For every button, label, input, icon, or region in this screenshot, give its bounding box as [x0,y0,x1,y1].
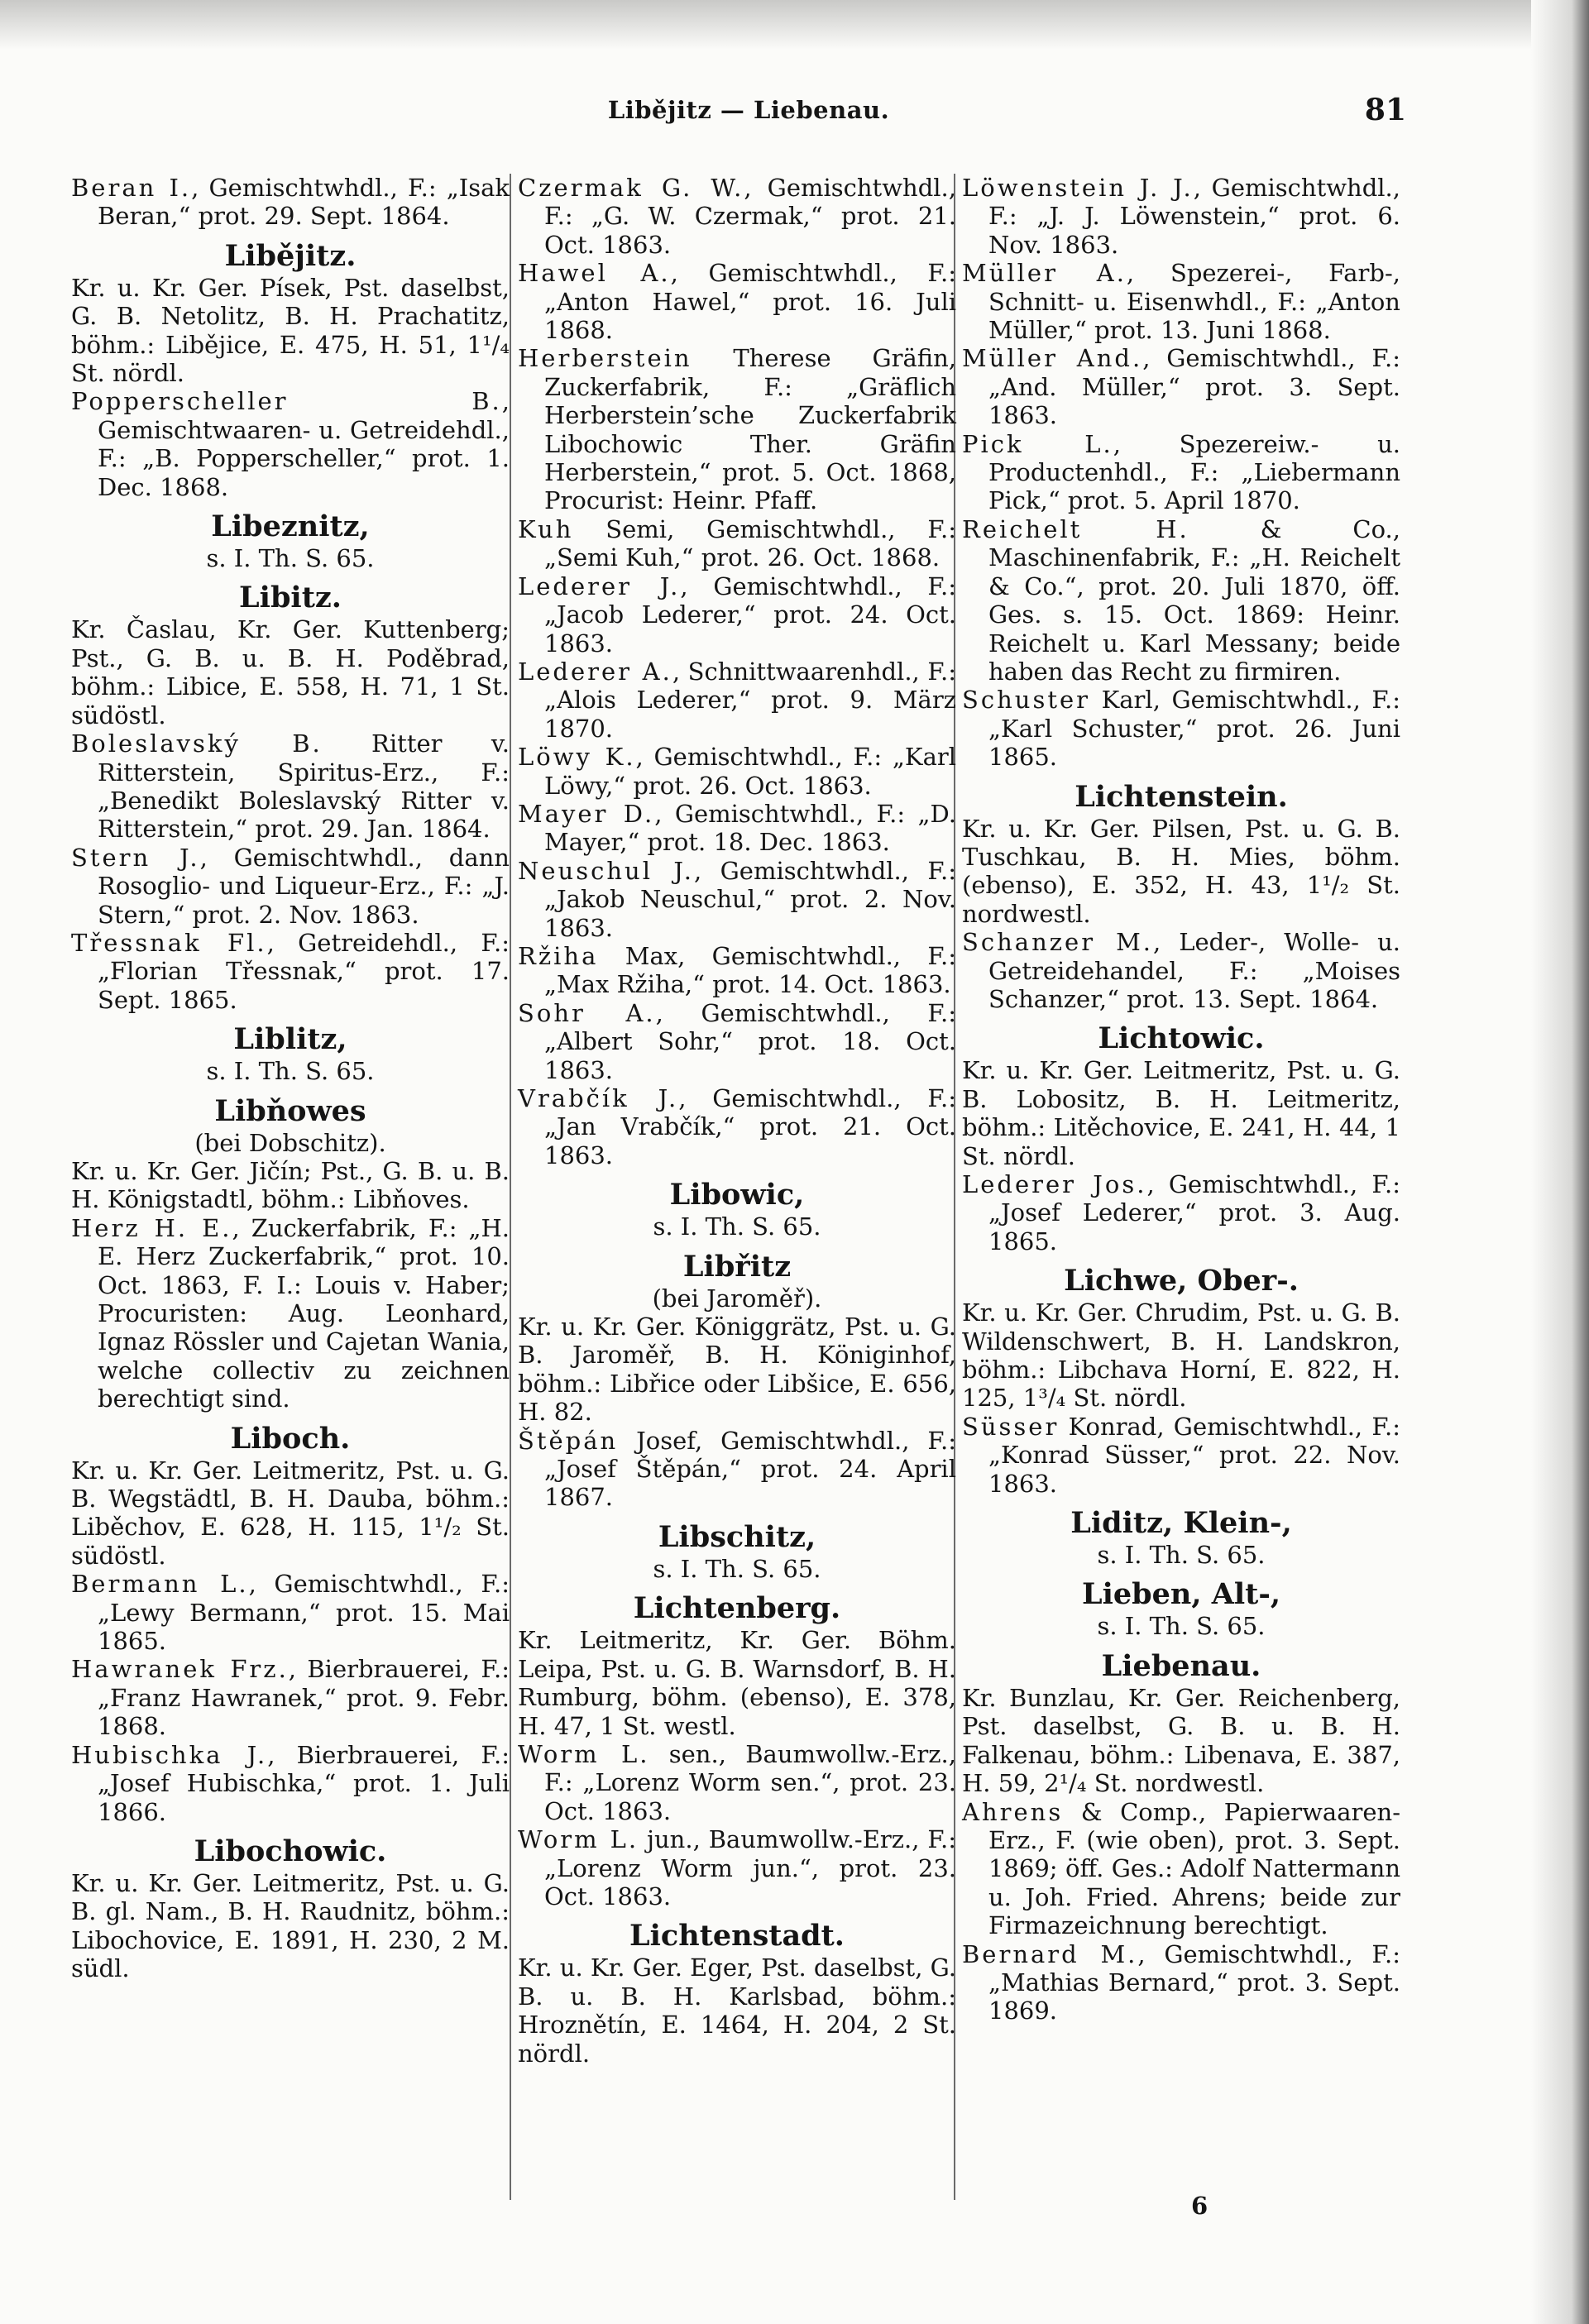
entry-text: , Schnittwaarenhdl., F.: „Alois Lederer,“ prot. 9. März 1870. [544,657,956,743]
entry-name: Reichelt H. [962,514,1189,543]
directory-entry [71,174,510,231]
place-description: Kr. u. Kr. Ger. Jičín; Pst., G. B. u. B. H. Königstadtl, böhm.: Libňoves. [71,1156,510,1214]
place-description: Kr. u. Kr. Ger. Leitmeritz, Pst. u. G. B. gl. Nam., B. H. Raudnitz, böhm.: Libochovice, E. 1891, H. 230, 2 M. südl. [71,1868,510,1983]
place-heading: Liboch. [230,1421,351,1456]
entry-text: , Gemischtwhdl., F.: „Anton Hawel,“ prot. 16. Juli 1868. [544,259,956,345]
place-heading: Libschitz, [658,1519,816,1554]
place-heading: Libějitz. [224,238,357,273]
entry-name: Schanzer M. [962,928,1153,957]
place-heading: Libowic, [669,1178,805,1212]
entry-text: , Gemischtwhdl., F.: „Mathias Bernard,“ prot. 3. Sept. 1869. [988,1939,1400,2025]
place-heading: Lieben, Alt-, [1081,1577,1281,1612]
entry-text: , Gemischtwhdl., F.: „Jan Vrabčík,“ prot. 21. Oct. 1863. [544,1084,956,1169]
directory-entry [518,1427,956,1512]
entry-text: Max, Gemischtwhdl., F.: „Max Ržiha,“ prot. 14. Oct. 1863. [544,941,956,999]
entry-name: Schuster [962,686,1091,715]
running-title: Libějitz — Liebenau. [607,96,890,124]
entry-name: Popperscheller B. [71,387,502,416]
directory-entry [518,344,956,514]
place-description: Kr. u. Kr. Ger. Leitmeritz, Pst. u. G. B. Wegstädtl, B. H. Dauba, böhm.: Liběchov, E. 628, H. 115, 1¹/₂ St. südöstl. [71,1456,510,1570]
directory-entry [518,743,956,800]
directory-entry [962,344,1400,429]
entry-name: Müller And. [962,344,1143,373]
directory-entry [518,942,956,999]
entry-name: Lederer A. [518,657,672,686]
directory-entry [962,928,1400,1013]
entry-text: Konrad, Gemischtwhdl., F.: „Konrad Süsser,“ prot. 22. Nov. 1863. [988,1412,1400,1498]
entry-text: Karl, Gemischtwhdl., F.: „Karl Schuster,“ prot. 26. Juni 1865. [988,686,1400,772]
entry-text: , Leder-, Wolle- u. Getreidehandel, F.: „Moises Schanzer,“ prot. 13. Sept. 1864. [988,928,1401,1013]
entry-text: , Gemischtwhdl., F.: „Karl Löwy,“ prot. 26. Oct. 1863. [544,743,956,800]
place-description: Kr. u. Kr. Ger. Königgrätz, Pst. u. G. B. Jaroměř, B. H. Königinhof, böhm.: Libřice oder Libšice, E. 656, H. 82. [518,1313,956,1427]
place-description: Kr. u. Kr. Ger. Leitmeritz, Pst. u. G. B. Lobositz, B. H. Leitmeritz, böhm.: Litěchovice, E. 241, H. 44, 1 St. nördl. [962,1056,1400,1170]
directory-entry [518,999,956,1084]
entry-text: Josef, Gemischtwhdl., F.: „Josef Štěpán,“ prot. 24. April 1867. [544,1426,956,1512]
place-description: Kr. u. Kr. Ger. Eger, Pst. daselbst, G. B. u. B. H. Karlsbad, böhm.: Hroznětín, E. 1464, H. 204, 2 St. nördl. [518,1953,956,2068]
entry-text: , Gemischtwhdl., F.: „D. Mayer,“ prot. 18. Dec. 1863. [544,799,956,857]
scan-shadow-right [1531,0,1589,2324]
entry-name: Herz H. E. [71,1213,232,1242]
entry-text: , Gemischtwhdl., F.: „Lewy Bermann,“ prot. 15. Mai 1865. [98,1570,510,1656]
directory-entry [71,729,510,844]
entry-name: Worm L. [518,1739,650,1768]
directory-entry [518,174,956,259]
entry-text: Therese Gräfin, Zuckerfabrik, F.: „Gräflich Herberstein’sche Zuckerfabrik Libochowic Ther. Gräfin Herberstein,“ prot. 5. Oct. 1868, Procurist: Heinr. Pfaff. [544,344,956,515]
directory-entry [518,800,956,857]
directory-entry [71,844,510,929]
entry-name: Sohr A. [518,998,656,1027]
place-heading: Liblitz, [233,1022,347,1057]
place-description: Kr. Leitmeritz, Kr. Ger. Böhm. Leipa, Pst. u. G. B. Warnsdorf, B. H. Rumburg, böhm. (ebenso), E. 378, H. 47, 1 St. westl. [518,1626,956,1740]
entry-name: Bernard M. [962,1939,1138,1968]
entry-name: Ržiha [518,941,599,970]
entry-name: Boleslavský B. [71,729,323,758]
directory-entry [518,1084,956,1169]
entry-text: , Spezerei-, Farb-, Schnitt- u. Eisenwhdl., F.: „Anton Müller,“ prot. 13. Juni 1868. [988,259,1400,345]
entry-name: Löwenstein J. J. [962,174,1194,202]
entry-name: Worm L. [518,1825,639,1854]
place-note: s. I. Th. S. 65. [206,1057,375,1086]
directory-entry [71,1214,510,1413]
entry-name: Neuschul J. [518,856,694,885]
place-heading: Libřitz [682,1249,792,1284]
column-1 [71,174,510,1983]
entry-text: & Co., Maschinenfabrik, F.: „H. Reichelt & Co.“, prot. 20. Juli 1870, öff. Ges. s. 15. Oct. 1869: Heinr. Reichelt u. Karl Messany; beide haben das Recht zu firmiren. [988,514,1400,686]
entry-text: , Gemischtwhdl., F.: „J. J. Löwenstein,“ prot. 6. Nov. 1863. [988,174,1400,259]
place-note: (bei Jaroměř). [652,1284,822,1313]
place-description: Kr. Časlau, Kr. Ger. Kuttenberg; Pst., G. B. u. B. H. Poděbrad, böhm.: Libice, E. 558, H. 71, 1 St. südöstl. [71,615,510,729]
place-heading: Lichtenstein. [1074,779,1288,814]
directory-entry [518,857,956,942]
directory-entry [518,1740,956,1825]
place-heading: Liditz, Klein-, [1070,1506,1292,1541]
directory-entry [71,1655,510,1740]
entry-name: Czermak G. W. [518,174,744,202]
directory-entry [962,515,1400,686]
place-heading: Lichtenberg. [633,1591,841,1626]
entry-text: , Gemischtwhdl., F.: „G. W. Czermak,“ prot. 21. Oct. 1863. [544,174,956,259]
directory-entry [962,1798,1400,1940]
entry-name: Ahrens [962,1797,1064,1826]
entry-text: , Gemischtwhdl., F.: „Josef Lederer,“ prot. 3. Aug. 1865. [988,1170,1400,1255]
place-note: s. I. Th. S. 65. [1097,1541,1266,1570]
page-number: 81 [1364,93,1406,127]
directory-entry [962,430,1400,515]
entry-text: , Bierbrauerei, F.: „Josef Hubischka,“ prot. 1. Juli 1866. [98,1740,510,1826]
place-note: (bei Dobschitz). [194,1128,386,1157]
directory-entry [518,515,956,572]
place-note: s. I. Th. S. 65. [1097,1612,1266,1641]
entry-name: Süsser [962,1412,1060,1441]
place-description: Kr. u. Kr. Ger. Chrudim, Pst. u. G. B. Wildenschwert, B. H. Landskron, böhm.: Libchava Horní, E. 822, H. 125, 1³/₄ St. nördl. [962,1298,1400,1413]
entry-name: Kuh [518,514,574,543]
place-note: s. I. Th. S. 65. [653,1212,821,1241]
place-heading: Libňowes [214,1093,366,1128]
directory-entry [71,1741,510,1826]
entry-name: Lederer Jos. [962,1170,1147,1198]
place-description: Kr. Bunzlau, Kr. Ger. Reichenberg, Pst. daselbst, G. B. u. B. H. Falkenau, böhm.: Libenava, E. 387, H. 59, 2¹/₄ St. nordwestl. [962,1683,1400,1798]
place-heading: Lichtenstadt. [629,1919,845,1953]
place-heading: Lichtowic. [1098,1021,1265,1056]
entry-text: , Gemischtwhdl., F.: „Isak Beran,“ prot. 29. Sept. 1864. [98,174,510,231]
directory-entry [962,1170,1400,1255]
entry-text: Ritter v. Ritterstein, Spiritus-Erz., F.: „Benedikt Boleslavský Ritter v. Ritterstein,“ prot. 29. Jan. 1864. [98,729,510,844]
place-heading: Libochowic. [194,1834,387,1868]
place-heading: Libitz. [239,581,342,615]
directory-entry [71,1570,510,1655]
place-heading: Lichwe, Ober-. [1064,1264,1299,1298]
entry-name: Mayer D. [518,799,655,828]
directory-entry [962,259,1400,344]
entry-text: , Bierbrauerei, F.: „Franz Hawranek,“ prot. 9. Febr. 1868. [98,1655,510,1741]
place-note: s. I. Th. S. 65. [653,1554,821,1583]
place-heading: Libeznitz, [211,509,370,544]
entry-name: Hubischka J. [71,1740,268,1769]
entry-name: Müller A. [962,259,1127,288]
entry-text: , Getreidehdl., F.: „Florian Třessnak,“ prot. 17. Sept. 1865. [98,928,510,1014]
entry-name: Vrabčík J. [518,1084,679,1112]
entry-name: Beran I. [71,174,192,202]
place-description: Kr. u. Kr. Ger. Písek, Pst. daselbst, G. B. Netolitz, B. H. Prachatitz, böhm.: Libějice, E. 475, H. 51, 1¹/₄ St. nördl. [71,273,510,388]
directory-entry [962,1413,1400,1498]
entry-text: & Comp., Papierwaaren-Erz., F. (wie oben), prot. 3. Sept. 1869; öff. Ges.: Adolf Nattermann u. Joh. Fried. Ahrens; beide zur Firmazeichnung berechtigt. [988,1797,1400,1940]
directory-entry [71,929,510,1014]
entry-name: Hawel A. [518,259,671,288]
place-description: Kr. u. Kr. Ger. Pilsen, Pst. u. G. B. Tuschkau, B. H. Mies, böhm. (ebenso), E. 352, H. 43, 1¹/₂ St. nordwestl. [962,814,1400,928]
entry-text: , Spezereiw.- u. Productenhdl., F.: „Liebermann Pick,“ prot. 5. April 1870. [988,429,1400,515]
scan-shadow-top [0,0,1589,50]
entry-name: Pick L. [962,429,1113,458]
entry-name: Stern J. [71,843,200,872]
entry-name: Hawranek Frz. [71,1655,289,1684]
directory-entry [518,572,956,658]
directory-entry [518,658,956,743]
directory-entry [71,387,510,501]
signature-mark: 6 [1191,2192,1209,2220]
column-3 [962,174,1400,2025]
directory-entry [518,1825,956,1910]
entry-text: , Gemischtwhdl., F.: „Albert Sohr,“ prot. 18. Oct. 1863. [544,998,956,1084]
entry-name: Štěpán [518,1426,619,1455]
column-rule-1 [510,174,511,2200]
entry-text: jun., Baumwollw.-Erz., F.: „Lorenz Worm jun.“, prot. 23. Oct. 1863. [544,1825,956,1910]
entry-name: Bermann L. [71,1570,249,1599]
entry-name: Herberstein [518,344,692,373]
place-note: s. I. Th. S. 65. [206,544,375,573]
entry-text: Semi, Gemischtwhdl., F.: „Semi Kuh,“ prot. 26. Oct. 1868. [544,514,956,572]
entry-text: , Gemischtwhdl., F.: „Jakob Neuschul,“ prot. 2. Nov. 1863. [544,856,956,942]
entry-text: sen., Baumwollw.-Erz., F.: „Lorenz Worm sen.“, prot. 23. Oct. 1863. [544,1739,956,1825]
entry-text: , Gemischtwhdl., F.: „Jacob Lederer,“ prot. 24. Oct. 1863. [544,571,956,658]
entry-name: Lederer J. [518,571,681,600]
entry-name: Löwy K. [518,743,636,772]
directory-entry [518,259,956,344]
directory-entry [962,1940,1400,2025]
entry-name: Třessnak Fl. [71,928,267,957]
column-2 [518,174,956,2068]
entry-text: , Gemischtwhdl., dann Rosoglio- und Liqueur-Erz., F.: „J. Stern,“ prot. 2. Nov. 1863. [98,843,510,929]
place-heading: Liebenau. [1101,1648,1261,1683]
entry-text: , Gemischtwhdl., F.: „And. Müller,“ prot. 3. Sept. 1863. [988,344,1400,430]
entry-text: , Gemischtwaaren- u. Getreidehdl., F.: „B. Popperscheller,“ prot. 1. Dec. 1868. [98,387,510,501]
entry-text: , Zuckerfabrik, F.: „H. E. Herz Zuckerfabrik,“ prot. 10. Oct. 1863, F. I.: Louis v. Haber; Procuristen: Aug. Leonhard, Ignaz Rössler und Cajetan Wania, welche collectiv zu zeichnen berechtigt sind. [98,1213,510,1413]
directory-entry [962,686,1400,771]
directory-entry [962,174,1400,259]
